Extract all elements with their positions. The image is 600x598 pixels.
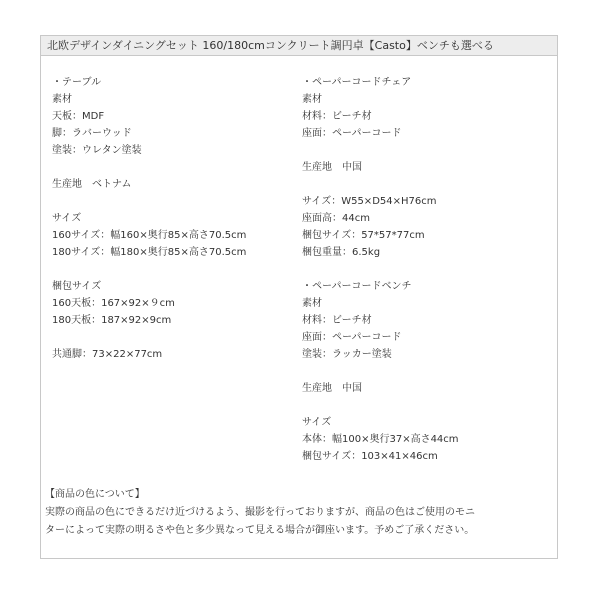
table-legs-material: 脚：ラバーウッド — [52, 128, 132, 139]
bench-material: 材料：ビーチ材 — [302, 315, 372, 326]
bench-body-size: 本体：幅100×奥行37×高さ44cm — [302, 434, 459, 445]
chair-material: 材料：ビーチ材 — [302, 111, 372, 122]
table-top-material: 天板：MDF — [52, 111, 105, 122]
bench-seat: 座面：ペーパーコード — [302, 332, 402, 343]
bench-material-heading: 素材 — [302, 298, 322, 309]
chair-material-heading: 素材 — [302, 94, 322, 105]
color-notice-heading: 【商品の色について】 — [45, 489, 145, 500]
table-paint: 塗装：ウレタン塗装 — [52, 145, 142, 156]
table-spec-column — [52, 74, 246, 363]
table-size-160: 160サイズ：幅160×奥行85×高さ70.5cm — [52, 230, 247, 241]
table-pack-legs: 共通脚：73×22×77cm — [52, 349, 163, 360]
table-pack-heading: 梱包サイズ — [52, 281, 102, 292]
spec-table — [40, 35, 558, 559]
color-notice-line-2: ターによって実際の明るさや色と多少異なって見える場合が御座います。予めご了承ください。 — [45, 525, 475, 536]
bench-pack-size: 梱包サイズ：103×41×46cm — [302, 451, 438, 462]
product-title: 北欧デザインダイニングセット 160/180cmコンクリート調円卓【Casto】ベンチも選べる — [41, 36, 557, 56]
bench-size-heading: サイズ — [302, 417, 332, 428]
table-material-heading: 素材 — [52, 94, 72, 105]
chair-bench-spec-column — [302, 74, 459, 465]
color-notice — [45, 486, 475, 540]
table-pack-180: 180天板：187×92×9cm — [52, 315, 172, 326]
table-pack-160: 160天板：167×92×９cm — [52, 298, 175, 309]
bench-paint: 塗装：ラッカー塗装 — [302, 349, 392, 360]
chair-pack-size: 梱包サイズ：57*57*77cm — [302, 230, 425, 241]
bench-heading: ・ペーパーコードベンチ — [302, 281, 412, 292]
bench-origin: 生産地 中国 — [302, 383, 362, 394]
chair-pack-weight: 梱包重量：6.5kg — [302, 247, 381, 258]
chair-size: サイズ：W55×D54×H76cm — [302, 196, 437, 207]
table-origin: 生産地 ベトナム — [52, 179, 132, 190]
table-size-heading: サイズ — [52, 213, 82, 224]
table-size-180: 180サイズ：幅180×奥行85×高さ70.5cm — [52, 247, 247, 258]
chair-seat: 座面：ペーパーコード — [302, 128, 402, 139]
color-notice-line-1: 実際の商品の色にできるだけ近づけるよう、撮影を行っておりますが、商品の色はご使用のモニ — [45, 507, 475, 518]
chair-heading: ・ペーパーコードチェア — [302, 77, 412, 88]
chair-seat-height: 座面高：44cm — [302, 213, 370, 224]
chair-origin: 生産地 中国 — [302, 162, 362, 173]
table-heading: ・テーブル — [52, 77, 102, 88]
